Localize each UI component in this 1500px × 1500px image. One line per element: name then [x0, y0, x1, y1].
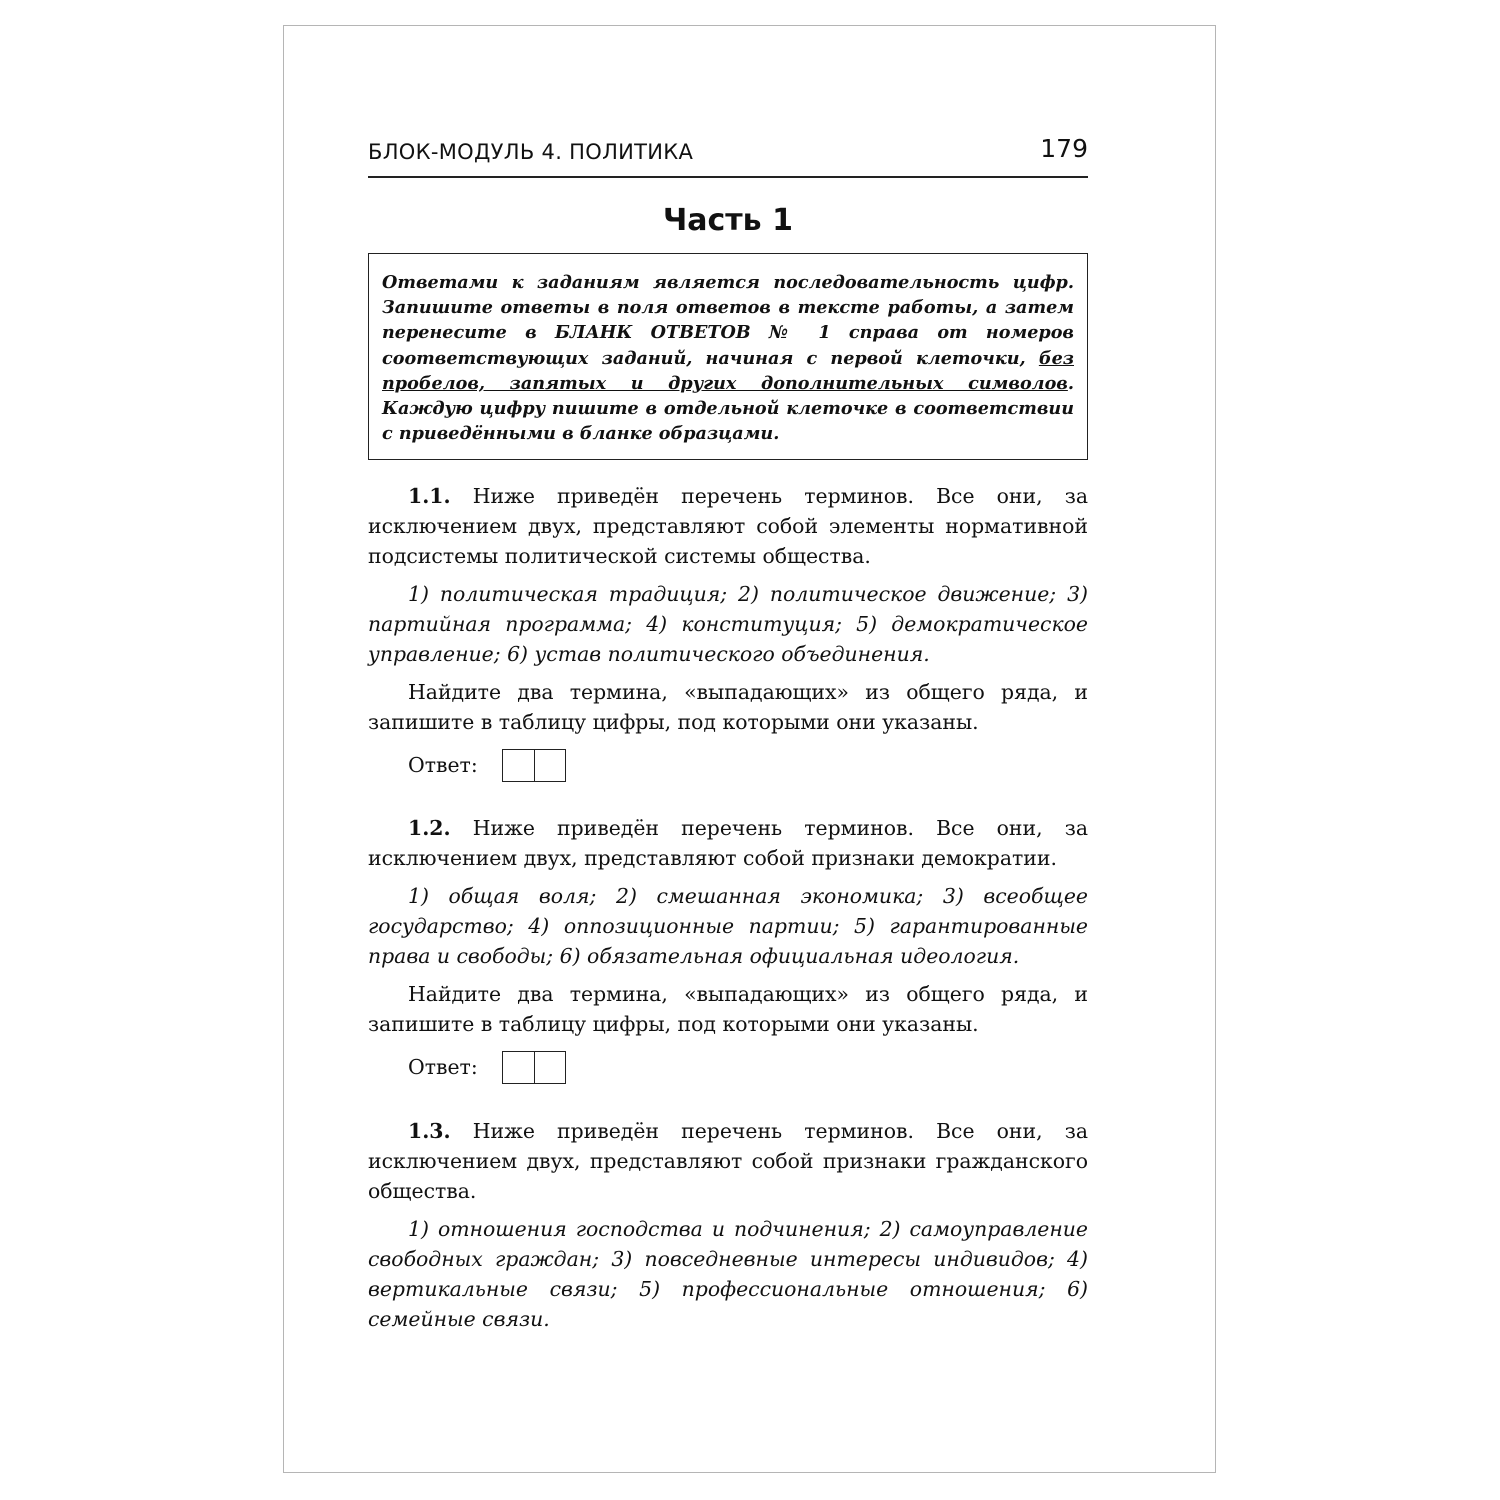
- task-1-2: [368, 813, 1088, 1085]
- instructions-underlined: без пробелов, запятых и других дополнительных символов: [382, 347, 1074, 394]
- answer-label: Ответ:: [408, 1055, 478, 1079]
- answer-cell[interactable]: [503, 750, 534, 781]
- task-options: 1) политическая традиция; 2) политическое движение; 3) партийная программа; 4) конституция; 5) демократическое управление; 6) устав политического объединения.: [368, 582, 1088, 666]
- task-statement: [368, 813, 1088, 873]
- answer-cell[interactable]: [534, 750, 565, 781]
- answer-cells: [502, 749, 566, 782]
- task-1-1: [368, 481, 1088, 783]
- book-page: [283, 25, 1216, 1473]
- task-statement-text: Ниже приведён перечень терминов. Все они, за исключением двух, представляют собой признаки демократии.: [368, 816, 1088, 870]
- running-title: БЛОК-МОДУЛЬ 4. ПОЛИТИКА: [368, 140, 694, 164]
- instructions-outro: . Каждую цифру пишите в отдельной клеточке в соответствии с приведёнными в бланке образцами.: [382, 372, 1074, 445]
- answer-cells: [502, 1051, 566, 1084]
- instructions-intro: Ответами к заданиям является последовательность цифр. Запишите ответы в поля ответов в тексте работы, а затем перенесите в: [382, 272, 1074, 344]
- task-instruction: Найдите два термина, «выпадающих» из общего ряда, и запишите в таблицу цифры, под которыми они указаны.: [368, 680, 1088, 734]
- task-number: 1.2.: [408, 816, 451, 840]
- instructions-middle: справа от номеров соответствующих заданий, начиная с первой клеточки,: [382, 322, 1074, 369]
- task-options: 1) общая воля; 2) смешанная экономика; 3) всеобщее государство; 4) оппозиционные партии; 5) гарантированные права и свободы; 6) обязательная официальная идеология.: [368, 884, 1088, 968]
- task-1-3: [368, 1116, 1088, 1334]
- answer-row: [368, 1049, 1088, 1085]
- task-statement: [368, 481, 1088, 571]
- task-statement-text: Ниже приведён перечень терминов. Все они, за исключением двух, представляют собой элементы нормативной подсистемы политической системы общества.: [368, 484, 1088, 568]
- answer-cell[interactable]: [534, 1052, 565, 1083]
- part-heading: Часть 1: [663, 203, 793, 238]
- task-number: 1.3.: [408, 1119, 451, 1143]
- task-number: 1.1.: [408, 484, 451, 508]
- task-options: 1) отношения господства и подчинения; 2) самоуправление свободных граждан; 3) повседневные интересы индивидов; 4) вертикальные связи; 5) профессиональные отношения; 6) семейные связи.: [368, 1217, 1088, 1331]
- page-number: 179: [1040, 134, 1088, 163]
- instructions-box: [368, 253, 1088, 460]
- answer-form-name: БЛАНК ОТВЕТОВ № 1: [554, 322, 831, 344]
- answer-row: [368, 747, 1088, 783]
- task-statement-text: Ниже приведён перечень терминов. Все они, за исключением двух, представляют собой признаки гражданского общества.: [368, 1119, 1088, 1203]
- answer-cell[interactable]: [503, 1052, 534, 1083]
- answer-label: Ответ:: [408, 753, 478, 777]
- task-statement: [368, 1116, 1088, 1206]
- page-header: [368, 134, 1088, 178]
- task-instruction: Найдите два термина, «выпадающих» из общего ряда, и запишите в таблицу цифры, под которыми они указаны.: [368, 982, 1088, 1036]
